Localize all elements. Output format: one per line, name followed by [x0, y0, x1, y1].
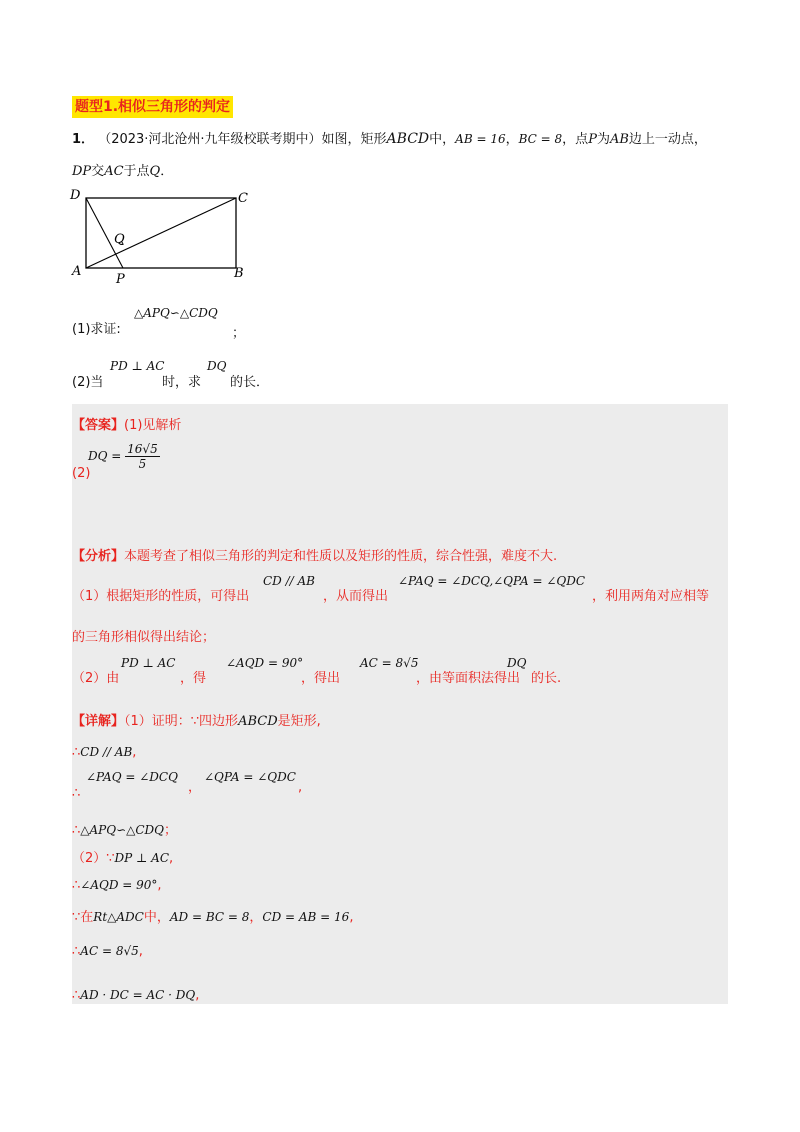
part1-label: (1)求证:: [72, 322, 121, 337]
part2-end: 的长．: [230, 375, 270, 390]
question-source: （2023·河北沧州·九年级校联考期中）如图，矩形: [98, 132, 387, 147]
analysis-p1-math1: CD // AB: [263, 574, 316, 588]
part2-math1: PD ⊥ AC: [110, 359, 165, 373]
analysis-p1-a: （1）根据矩形的性质，可得出: [72, 589, 250, 604]
analysis-line-1: 【分析】本题考查了相似三角形的判定和性质以及矩形的性质，综合性强，难度不大.: [72, 549, 558, 564]
label-a: A: [72, 264, 82, 279]
label-q: Q: [114, 232, 125, 247]
detail-line-2: ∴CD // AB,: [72, 745, 137, 760]
part2-label: (2)当: [72, 375, 104, 390]
analysis-p2-b: ，得: [180, 671, 207, 686]
label-d: D: [70, 188, 81, 203]
dq-denominator: 5: [138, 457, 147, 471]
question-line-1: 1． （2023·河北沧州·九年级校联考期中）如图，矩形ABCD中，AB = 16，BC = 8，点P为AB边上一动点，: [72, 131, 707, 147]
rectangle-figure: [66, 186, 266, 290]
bc-eq: BC = 8: [518, 132, 563, 146]
detail-label: 【详解】: [72, 714, 125, 729]
label-b: B: [234, 266, 244, 281]
label-c: C: [238, 191, 248, 206]
answer-label: 【答案】: [72, 418, 125, 433]
analysis-p2-c: ，得出: [301, 671, 341, 686]
analysis-p2-math4: DQ: [507, 656, 527, 670]
detail-line-9: ∴AD · DC = AC · DQ,: [72, 988, 200, 1003]
dq-lhs: DQ =: [88, 449, 122, 463]
question-number: 1．: [72, 132, 95, 147]
detail-line-1: 【详解】（1）证明：∵四边形ABCD是矩形,: [72, 714, 321, 729]
detail-line-5: （2）∵DP ⊥ AC,: [72, 851, 174, 866]
analysis-p2-math1: PD ⊥ AC: [121, 656, 176, 670]
analysis-p2-math3: AC = 8√5: [360, 656, 419, 670]
diagonal-ac: [86, 198, 236, 268]
detail-l3-end: ,: [298, 780, 303, 795]
analysis-p2-a: （2）由: [72, 671, 120, 686]
part2-mid: 时，求: [162, 375, 202, 390]
label-p: P: [116, 272, 125, 287]
answer-dq-formula: [88, 442, 160, 471]
part2-math2: DQ: [207, 359, 227, 373]
section-title: 题型1.相似三角形的判定: [72, 96, 233, 118]
detail-line-6: ∴∠AQD = 90°,: [72, 878, 162, 893]
analysis-p2-math2: ∠AQD = 90°: [226, 656, 304, 670]
detail-l3-mid: ，: [188, 780, 202, 795]
analysis-p1-math2: ∠PAQ = ∠DCQ,∠QPA = ∠QDC: [398, 574, 586, 588]
detail-line-8: ∴AC = 8√5,: [72, 944, 143, 959]
detail-l3-pre: ∴: [72, 786, 81, 801]
detail-line-4: ∴△APQ∽△CDQ；: [72, 823, 178, 838]
dq-numerator: 16√5: [127, 442, 158, 456]
dq-fraction: [125, 442, 160, 471]
answer-line-1: [72, 414, 181, 433]
detail-l3-math1: ∠PAQ = ∠DCQ: [86, 770, 178, 784]
analysis-p1-b: ，从而得出: [323, 589, 389, 604]
analysis-p1-c: ，利用两角对应相等: [592, 589, 710, 604]
question-line-2: DP交AC于点Q．: [72, 164, 174, 179]
analysis-label: 【分析】: [72, 549, 125, 564]
analysis-p2-e: 的长.: [531, 671, 562, 686]
ab-eq: AB = 16: [455, 132, 506, 146]
part1-end: ；: [232, 326, 246, 341]
analysis-p1-d: 的三角形相似得出结论；: [72, 630, 216, 645]
analysis-p2-d: ，由等面积法得出: [416, 671, 521, 686]
detail-line-7: ∵在Rt△ADC中，AD = BC = 8，CD = AB = 16,: [72, 910, 354, 925]
part1-math: △APQ∽△CDQ: [134, 306, 218, 320]
answer-part1: (1)见解析: [124, 418, 182, 433]
answer-part2-label: (2): [72, 466, 91, 481]
detail-l3-math2: ∠QPA = ∠QDC: [204, 770, 296, 784]
rect-name: ABCD: [386, 131, 430, 147]
